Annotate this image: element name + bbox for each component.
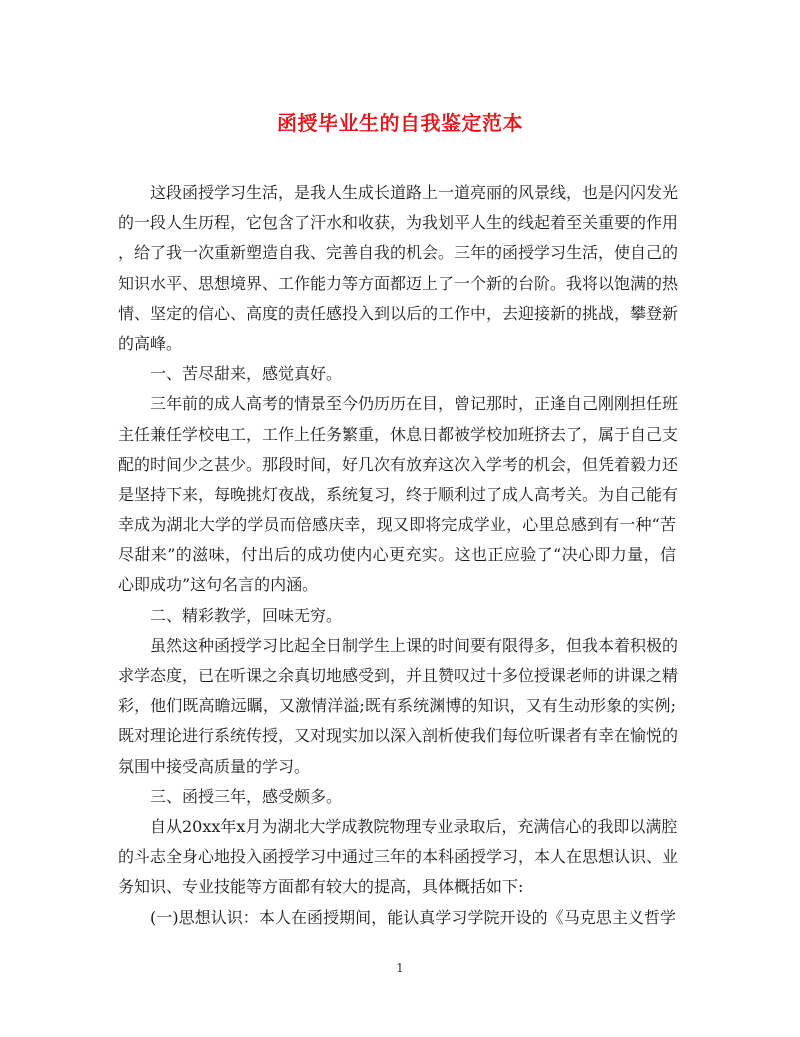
text-line: ，给了我一次重新塑造自我、完善自我的机会。三年的函授学习生活，使自己的 (118, 243, 679, 263)
text-line: 尽甜来”的滋味，付出后的成功使内心更充实。这也正应验了“决心即力量，信 (118, 545, 676, 565)
document-body (118, 178, 679, 933)
text-line: 自从20xx年x月为湖北大学成教院物理专业录取后，充满信心的我即以满腔 (150, 816, 678, 836)
text-line: 氛围中接受高质量的学习。 (118, 756, 311, 776)
text-line: 既对理论进行系统传授，又对现实加以深入剖析使我们每位听课者有幸在愉悦的 (118, 726, 679, 746)
text-line: 主任兼任学校电工，工作上任务繁重，休息日都被学校加班挤去了，属于自己支 (118, 424, 679, 444)
text-line: 虽然这种函授学习比起全日制学生上课的时间要有限得多，但我本着积极的 (150, 635, 679, 655)
text-line: (一)思想认识：本人在函授期间，能认真学习学院开设的《马克思主义哲学 (150, 907, 676, 927)
text-line: 三年前的成人高考的情景至今仍历历在目，曾记那时，正逢自己刚刚担任班 (150, 394, 679, 414)
text-line: 幸成为湖北大学的学员而倍感庆幸，现又即将完成学业，心里总感到有一种“苦 (118, 515, 676, 535)
section-heading: 一、苦尽甜来，感觉真好。 (150, 364, 343, 384)
text-line: 是坚持下来，每晚挑灯夜战，系统复习，终于顺利过了成人高考关。为自己能有 (118, 484, 679, 504)
section-heading: 二、精彩教学，回味无穷。 (150, 605, 343, 625)
document-title: 函授毕业生的自我鉴定范本 (277, 111, 523, 135)
text-line: 心即成功”这句名言的内涵。 (118, 575, 319, 595)
text-line: 的斗志全身心地投入函授学习中通过三年的本科函授学习，本人在思想认识、业 (118, 847, 679, 867)
text-line: 求学态度，已在听课之余真切地感受到，并且赞叹过十多位授课老师的讲课之精 (118, 666, 679, 685)
text-line: 的高峰。 (118, 333, 183, 353)
page-number: 1 (396, 961, 404, 975)
section-heading: 三、函授三年，感受颇多。 (150, 786, 343, 806)
text-line: 知识水平、思想境界、工作能力等方面都迈上了一个新的台阶。我将以饱满的热 (118, 273, 679, 293)
text-line: 情、坚定的信心、高度的责任感投入到以后的工作中，去迎接新的挑战，攀登新 (118, 303, 679, 323)
text-line: 的一段人生历程，它包含了汗水和收获，为我划平人生的线起着至关重要的作用 (118, 213, 679, 233)
text-line: 务知识、专业技能等方面都有较大的提高，具体概括如下: (118, 877, 524, 897)
text-line: 配的时间少之甚少。那段时间，好几次有放弃这次入学考的机会，但凭着毅力还 (118, 454, 679, 474)
text-line: 这段函授学习生活，是我人生成长道路上一道亮丽的风景线，也是闪闪发光 (150, 183, 679, 202)
text-line: 彩，他们既高瞻远瞩，又激情洋溢;既有系统渊博的知识，又有生动形象的实例; (118, 696, 676, 716)
